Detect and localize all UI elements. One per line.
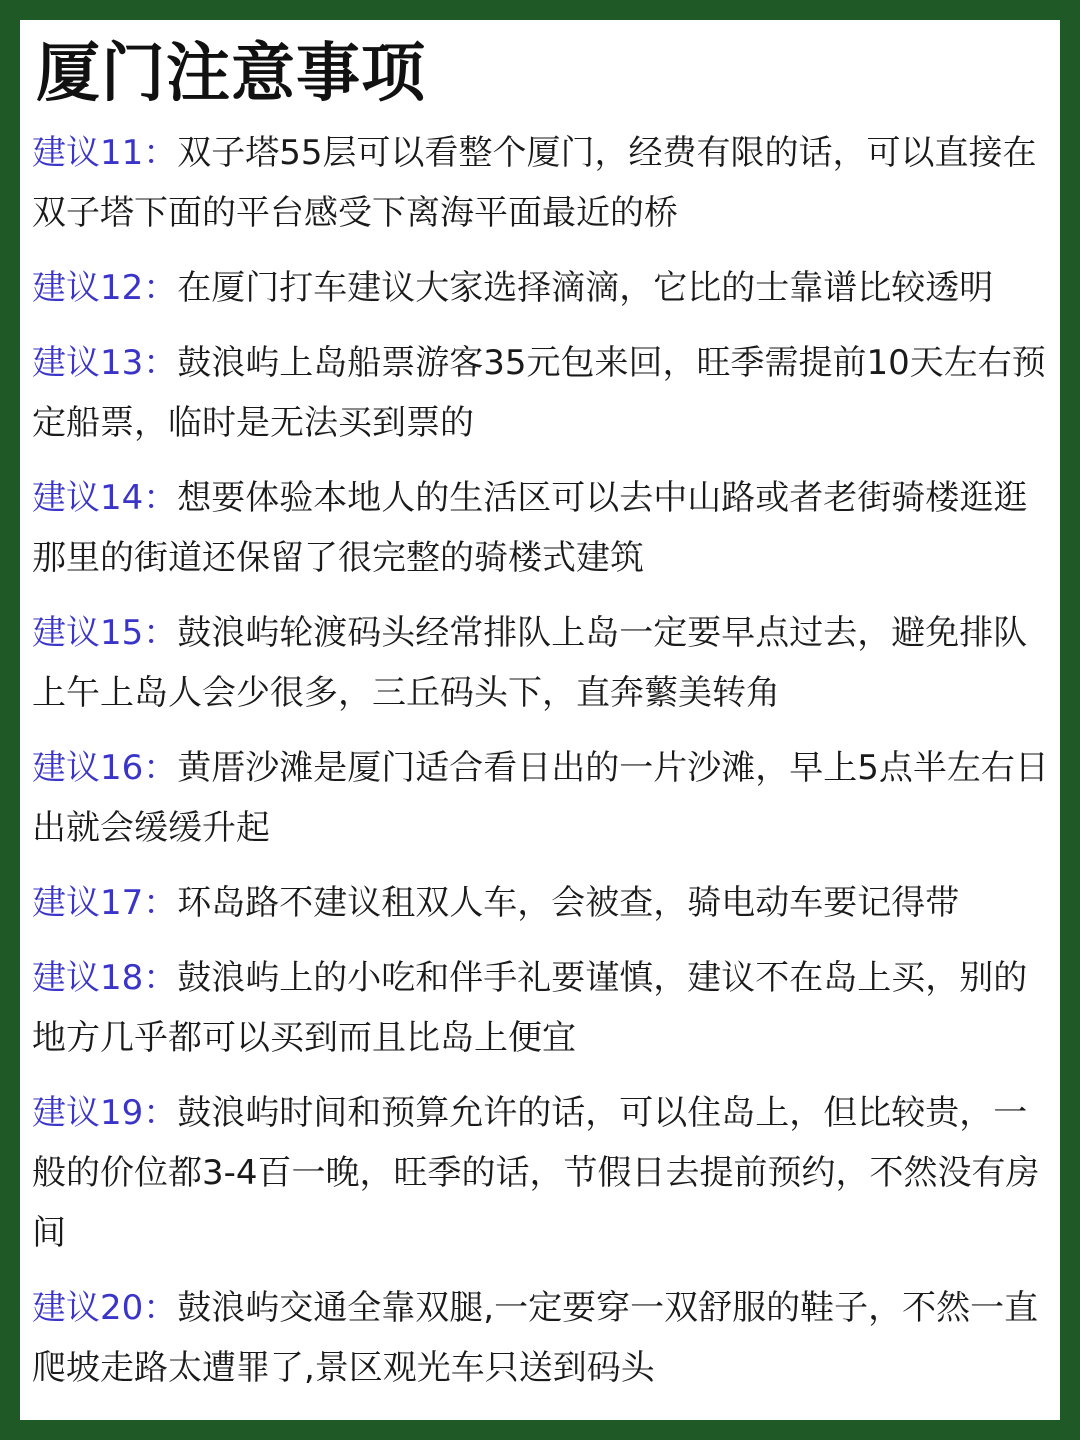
tip-label: 建议13： <box>32 343 178 383</box>
tip-item <box>32 603 1052 723</box>
tip-label: 建议17： <box>32 883 178 923</box>
tip-label: 建议19： <box>32 1093 178 1133</box>
tips-list <box>32 123 1052 1413</box>
tip-text: 环岛路不建议租双人车，会被查，骑电动车要记得带 <box>177 883 960 923</box>
tip-label: 建议16： <box>32 748 178 788</box>
tip-item <box>32 948 1052 1068</box>
page-title: 厦门注意事项 <box>36 37 426 111</box>
tip-text: 鼓浪屿交通全靠双腿,一定要穿一双舒服的鞋子，不然一直爬坡走路太遭罪了,景区观光车只送到码头 <box>32 1288 1039 1388</box>
tip-text: 鼓浪屿上岛船票游客35元包来回，旺季需提前10天左右预定船票，临时是无法买到票的 <box>32 343 1046 443</box>
tip-text: 黄厝沙滩是厦门适合看日出的一片沙滩，早上5点半左右日出就会缓缓升起 <box>32 748 1049 848</box>
tip-item <box>32 1083 1052 1263</box>
tip-label: 建议15： <box>32 613 178 653</box>
tip-item <box>32 258 1052 318</box>
tip-text: 鼓浪屿上的小吃和伴手礼要谨慎，建议不在岛上买，别的地方几乎都可以买到而且比岛上便宜 <box>32 958 1028 1058</box>
tip-item <box>32 123 1052 243</box>
tip-text: 双子塔55层可以看整个厦门，经费有限的话，可以直接在双子塔下面的平台感受下离海平面最近的桥 <box>32 133 1037 233</box>
tip-text: 想要体验本地人的生活区可以去中山路或者老街骑楼逛逛那里的街道还保留了很完整的骑楼式建筑 <box>32 478 1028 578</box>
content-card <box>20 20 1060 1420</box>
tip-item <box>32 1278 1052 1398</box>
tip-item <box>32 873 1052 933</box>
tip-label: 建议20： <box>32 1288 178 1328</box>
tip-item <box>32 333 1052 453</box>
tip-label: 建议18： <box>32 958 178 998</box>
tip-text: 鼓浪屿时间和预算允许的话，可以住岛上，但比较贵，一般的价位都3-4百一晚，旺季的话，节假日去提前预约，不然没有房间 <box>32 1093 1040 1253</box>
tip-text: 在厦门打车建议大家选择滴滴，它比的士靠谱比较透明 <box>177 268 994 308</box>
tip-item <box>32 468 1052 588</box>
tip-item <box>32 738 1052 858</box>
tip-label: 建议11： <box>32 133 178 173</box>
tip-label: 建议12： <box>32 268 178 308</box>
tip-text: 鼓浪屿轮渡码头经常排队上岛一定要早点过去，避免排队上午上岛人会少很多，三丘码头下，直奔蘩美转角 <box>32 613 1028 713</box>
tip-label: 建议14： <box>32 478 178 518</box>
